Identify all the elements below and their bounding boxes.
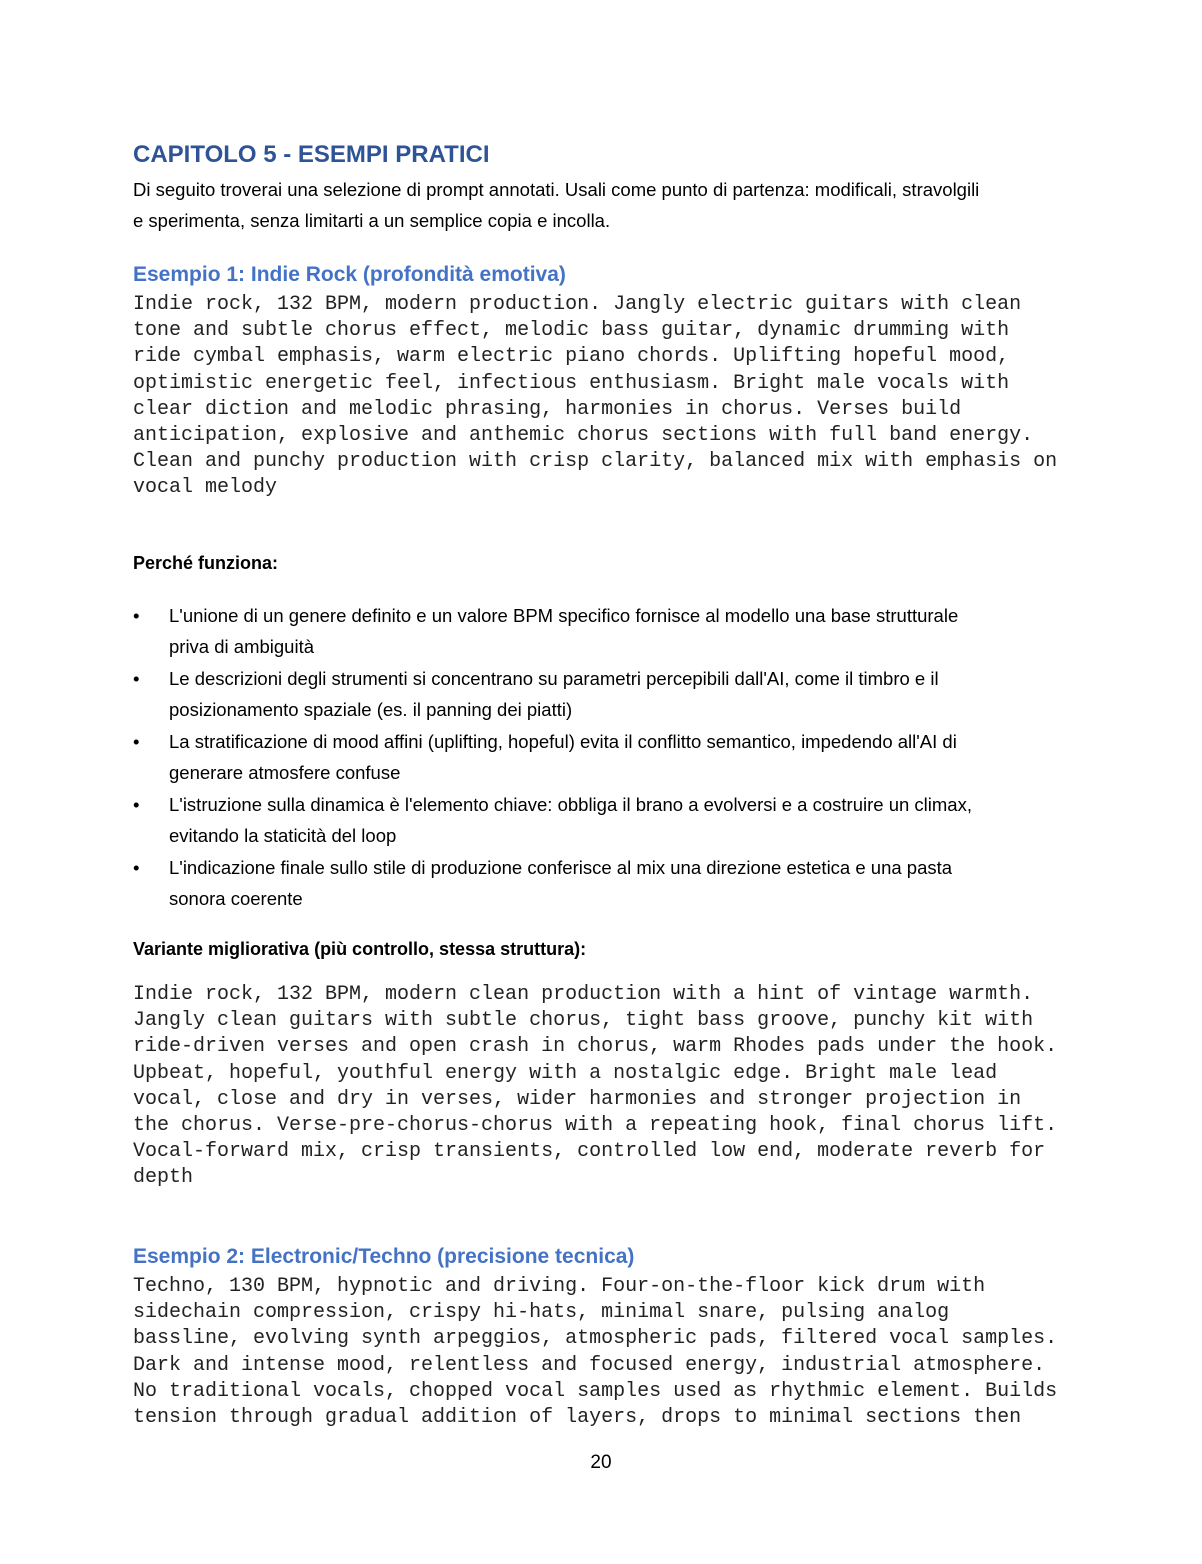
bullet-icon: • [133,857,140,878]
variant-heading: Variante migliorativa (più controllo, stessa struttura): [133,939,587,959]
prompt-line: Clean and punchy production with crisp clarity, balanced mix with emphasis on [133,450,1058,474]
bullet-text: La stratificazione di mood affini (uplifting, hopeful) evita il conflitto semantico, impedendo all'AI di [169,731,957,752]
bullet-icon: • [133,794,140,815]
list-item [133,663,972,725]
prompt-line: the chorus. Verse-pre-chorus-chorus with a repeating hook, final chorus lift. [133,1114,1058,1138]
example2-heading: Esempio 2: Electronic/Techno (precisione tecnica) [133,1245,635,1268]
variant-prompt [133,982,1057,1192]
list-item [133,600,972,662]
prompt-line: bassline, evolving synth arpeggios, atmospheric pads, filtered vocal samples. [133,1327,1058,1351]
prompt-line: optimistic energetic feel, infectious enthusiasm. Bright male vocals with [133,371,1010,395]
why-heading: Perché funziona: [133,553,279,573]
bullet-text: L'unione di un genere definito e un valore BPM specifico fornisce al modello una base strutturale [169,605,959,626]
prompt-line: tension through gradual addition of layers, drops to minimal sections then [133,1406,1022,1430]
intro-paragraph [133,174,979,236]
prompt-line: vocal, close and dry in verses, wider harmonies and stronger projection in [133,1087,1022,1111]
list-item [133,852,972,914]
bullet-icon: • [133,605,140,626]
bullet-text: posizionamento spaziale (es. il panning dei piatti) [169,699,573,720]
bullet-text: L'istruzione sulla dinamica è l'elemento chiave: obbliga il brano a evolversi e a costruire un climax, [169,794,972,815]
list-item [133,789,972,851]
bullet-icon: • [133,731,140,752]
intro-line: e sperimenta, senza limitarti a un semplice copia e incolla. [133,210,611,231]
prompt-line: tone and subtle chorus effect, melodic bass guitar, dynamic drumming with [133,319,1010,343]
prompt-line: ride-driven verses and open crash in chorus, warm Rhodes pads under the hook. [133,1035,1058,1059]
intro-line: Di seguito troverai una selezione di prompt annotati. Usali come punto di partenza: modificali, stravolgili [133,179,980,200]
prompt-line: anticipation, explosive and anthemic chorus sections with full band energy. [133,424,1034,448]
example1-prompt [133,292,1057,502]
prompt-line: Indie rock, 132 BPM, modern production. Jangly electric guitars with clean [133,293,1022,316]
prompt-line: vocal melody [133,476,278,500]
prompt-line: Jangly clean guitars with subtle chorus, tight bass groove, punchy kit with [133,1009,1034,1033]
prompt-line: Techno, 130 BPM, hypnotic and driving. Four-on-the-floor kick drum with [133,1275,986,1298]
prompt-line: sidechain compression, crispy hi-hats, minimal snare, pulsing analog [133,1301,950,1325]
prompt-line: Dark and intense mood, relentless and focused energy, industrial atmosphere. [133,1353,1046,1377]
prompt-line: Indie rock, 132 BPM, modern clean production with a hint of vintage warmth. [133,983,1034,1006]
bullet-text: L'indicazione finale sullo stile di produzione conferisce al mix una direzione estetica e una pasta [169,857,953,878]
why-bullet-list [133,600,972,915]
bullet-text: priva di ambiguità [169,636,314,657]
bullet-text: evitando la staticità del loop [169,825,397,846]
prompt-line: depth [133,1166,194,1190]
bullet-text: generare atmosfere confuse [169,762,401,783]
prompt-line: Vocal-forward mix, crisp transients, controlled low end, moderate reverb for [133,1140,1046,1164]
example1-heading: Esempio 1: Indie Rock (profondità emotiva) [133,263,566,286]
prompt-line: Upbeat, hopeful, youthful energy with a nostalgic edge. Bright male lead [133,1061,998,1085]
example2-prompt [133,1274,1057,1431]
bullet-text: sonora coerente [169,888,303,909]
prompt-line: clear diction and melodic phrasing, harmonies in chorus. Verses build [133,397,962,421]
list-item [133,726,972,788]
prompt-line: No traditional vocals, chopped vocal samples used as rhythmic element. Builds [133,1379,1058,1403]
chapter-title: CAPITOLO 5 - ESEMPI PRATICI [133,141,490,168]
bullet-text: Le descrizioni degli strumenti si concentrano su parametri percepibili dall'AI, come il timbro e il [169,668,939,689]
prompt-line: ride cymbal emphasis, warm electric piano chords. Uplifting hopeful mood, [133,345,1010,369]
bullet-icon: • [133,668,140,689]
page-number: 20 [590,1452,612,1473]
